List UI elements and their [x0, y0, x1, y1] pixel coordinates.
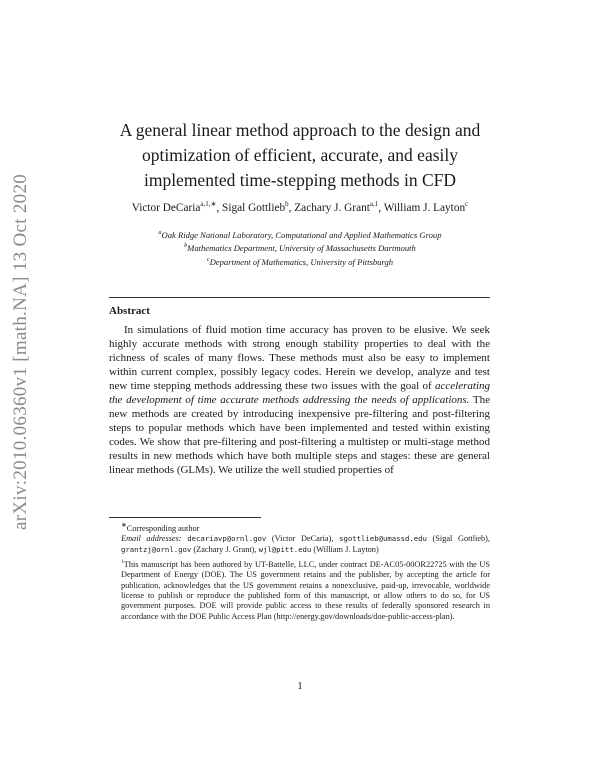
footnotes [109, 521, 490, 622]
author-affiliation-mark: a,1 [369, 200, 379, 208]
email-link[interactable]: decariavp@ornl.gov [187, 534, 267, 544]
email-owner: (Victor DeCaria), [271, 534, 334, 544]
author-affiliation-mark: c [465, 200, 469, 208]
affiliation-item [80, 241, 520, 254]
email-owner: (William J. Layton) [313, 544, 379, 554]
footnote-funding-text: This manuscript has been authored by UT-Battelle, LLC, under contract DE-AC05-00OR22725 with the US Department of Energy (DOE). The US government retains and the publisher, by accepting the article for publication, acknowledges that the US government retains a nonexclusive, paid-up, irrevocable, worldwide license to publish or reproduce the published form of this manuscript, or allow others to do so, for US government purposes. DOE will provide public access to these results of federally sponsored research in accordance with the DOE Public Access Plan (http://energy.gov/downloads/doe-public-access-plan). [121, 559, 490, 621]
affiliation-text: Oak Ridge National Laboratory, Computational and Applied Mathematics Group [161, 229, 442, 240]
affiliation-text: Mathematics Department, University of Massachusetts Dartmouth [187, 243, 416, 254]
abstract-text-part-2: The new methods are created by introducing inexpensive pre-filtering and post-filtering steps to popular methods which have been implemented and tested within existing codes. We show that pre-filtering and post-filtering a multistep or multi-stage method results in new methods which have both multiple steps and stages: these are general linear methods (GLMs). We utilize the well studied properties of [109, 394, 490, 476]
footnote-corresponding-text: Corresponding author [126, 523, 200, 533]
emails-label: Email addresses: [121, 534, 182, 544]
footnote-mark: ∗ [121, 522, 127, 529]
author-list: Victor DeCaria$^{a,1,∗}$, Sigal Gottlieb$^b$, Zachary J. Grant$^{a,1}$, William J. Layton$^c$ [131, 200, 469, 214]
affiliation-mark: b [184, 243, 188, 250]
abstract-heading: Abstract [109, 305, 150, 317]
footnote-funding [109, 557, 490, 622]
author-name: William J. Layton [383, 201, 466, 214]
affiliation-text: Department of Mathematics, University of Pittsburgh [209, 256, 394, 267]
title-line-1: A general linear method approach to the design and [119, 120, 481, 140]
abstract-divider [109, 297, 490, 298]
abstract-text-part-1: In simulations of fluid motion time accuracy has proven to be elusive. We seek highly accurate methods with strong enough stability properties to deal with the richness of scales of many flows. These methods must also be easy to implement within current complex, possibly legacy codes. Herein we develop, analyze and test new time stepping methods addressing these two issues with the goal of [109, 324, 490, 392]
email-link[interactable]: wjl@pitt.edu [258, 544, 312, 554]
affiliation-mark: c [206, 256, 210, 263]
paper-title [100, 118, 500, 193]
email-owner: (Sigal Gottlieb), [432, 534, 490, 544]
abstract-emphasis: accelerating the development of time accurate methods addressing the needs of applications. [109, 380, 490, 406]
author-affiliation-mark: b [285, 200, 289, 208]
author-name: Sigal Gottlieb [222, 201, 286, 214]
footnote-divider [109, 517, 261, 518]
footnote-emails [109, 534, 490, 555]
author-name: Zachary J. Grant [294, 201, 370, 214]
footnote-mark: 1 [121, 558, 124, 565]
abstract-body [109, 323, 490, 477]
email-link[interactable]: grantzj@ornl.gov [121, 544, 192, 554]
author-affiliation-mark: a,1,∗ [200, 200, 217, 208]
author-name: Victor DeCaria [131, 201, 201, 214]
footnote-corresponding [109, 521, 490, 534]
page-number: 1 [297, 680, 303, 692]
title-line-3: implemented time-stepping methods in CFD [143, 170, 457, 190]
title-line-2: optimization of efficient, accurate, and easily [142, 145, 458, 165]
affiliation-item [80, 228, 520, 241]
affiliation-list [80, 228, 520, 268]
affiliation-item [80, 255, 520, 268]
email-link[interactable]: sgottlieb@umassd.edu [339, 534, 427, 544]
arxiv-stamp: arXiv:2010.06360v1 [math.NA] 13 Oct 2020 [10, 173, 31, 530]
affiliation-mark: a [158, 230, 162, 236]
email-owner: (Zachary J. Grant), [193, 544, 257, 554]
